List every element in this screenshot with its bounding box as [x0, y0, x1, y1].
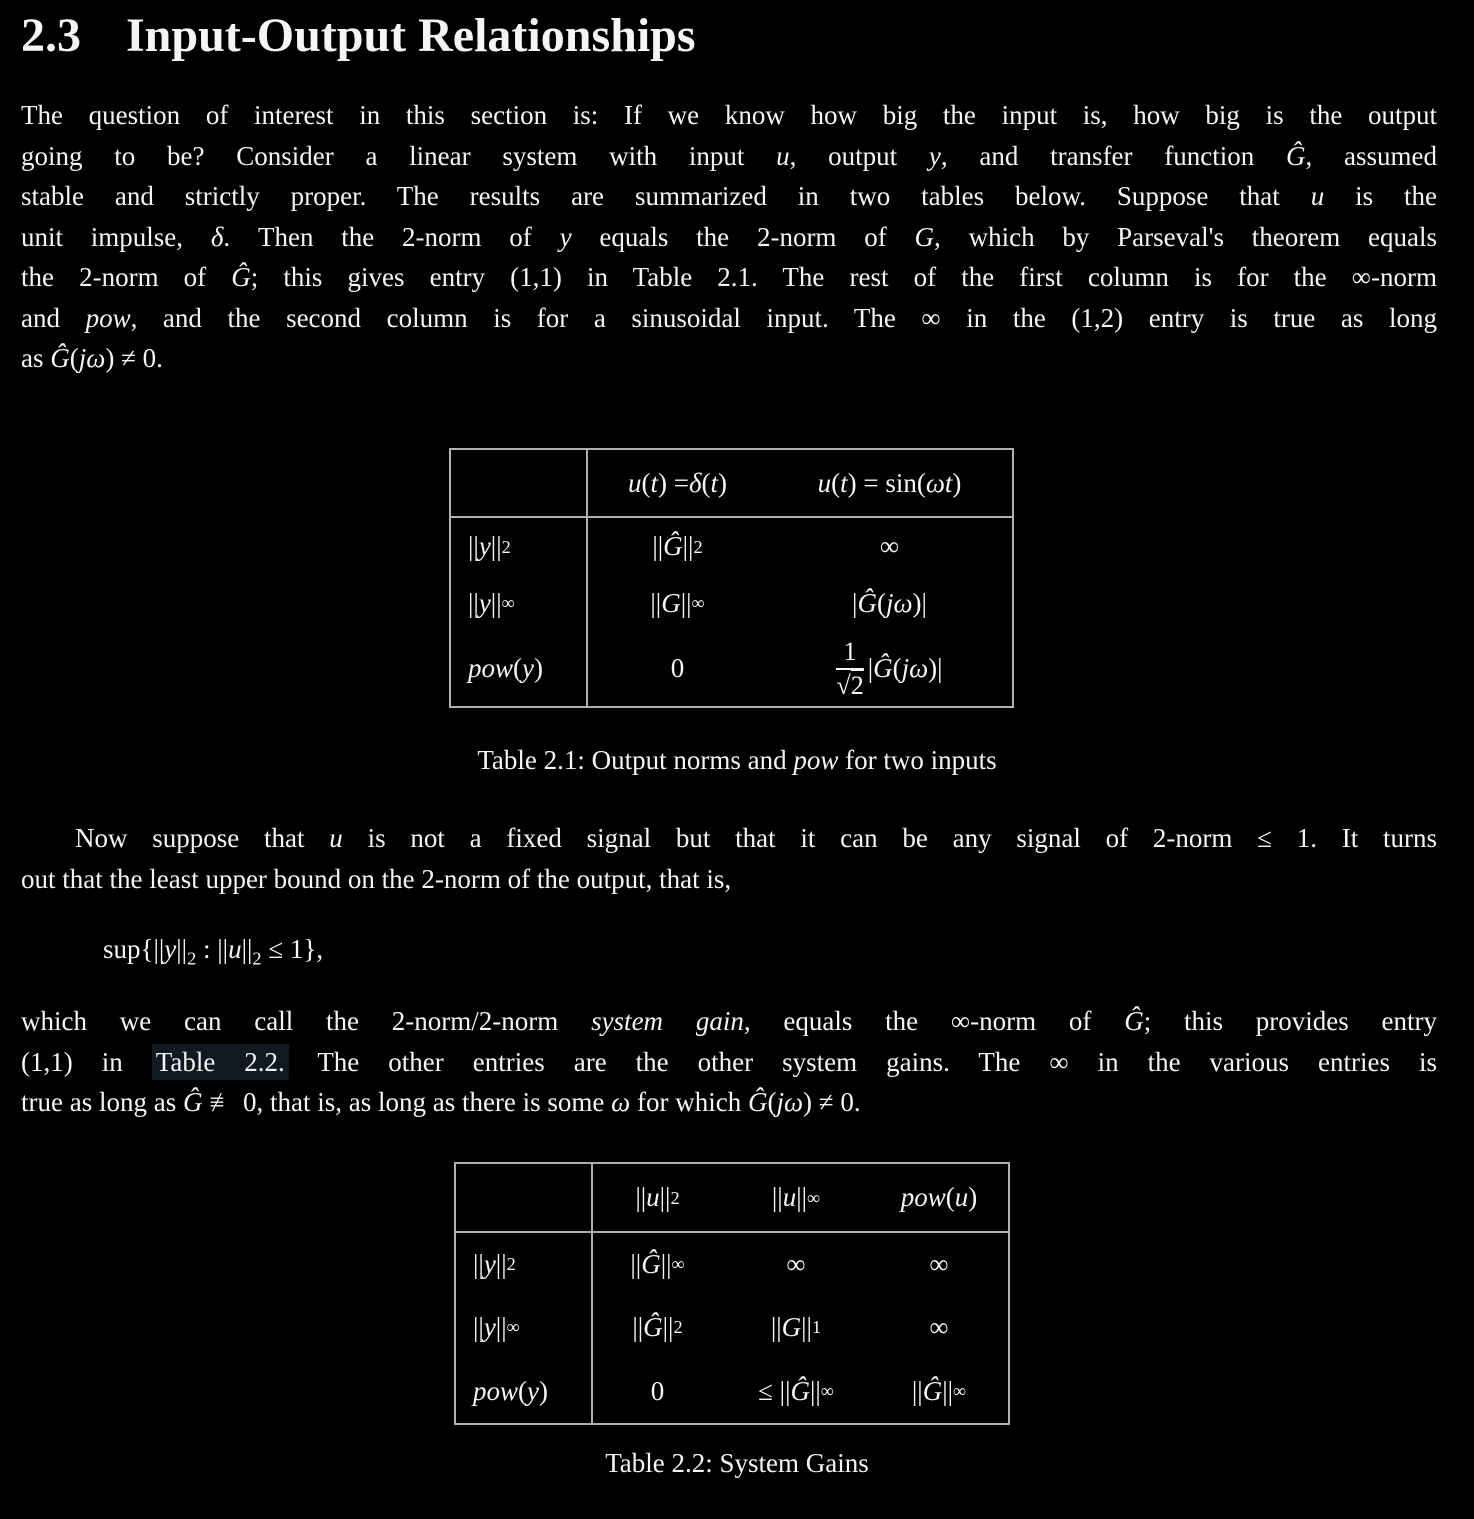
paragraph-2 [21, 818, 1437, 899]
table-2-2-row-label: pow ( y ) [456, 1359, 593, 1423]
table-2-1-cell: | Ĝ ( jω )| [852, 587, 927, 618]
fraction-denominator: √2 [836, 670, 864, 700]
table-2-2-header: pow ( u ) [900, 1182, 978, 1213]
paragraph-line: the 2-norm of Ĝ; this gives entry (1,1) in Table 2.1. The rest of the first column is for the ∞-norm [21, 262, 1437, 292]
table-2-2-cell: || Ĝ || 2 [632, 1311, 683, 1342]
text-before-reference: (1,1) in [21, 1046, 152, 1077]
paragraph-line: going to be? Consider a linear system with input u, output y, and transfer function Ĝ, assumed [21, 140, 1437, 171]
table-2-2-cell: ≤ || Ĝ || ∞ [758, 1375, 834, 1406]
table-2-2-row-label: || y || 2 [456, 1233, 593, 1295]
paragraph-line [21, 1042, 1437, 1083]
section-title: Input-Output Relationships [126, 9, 696, 62]
table-2-1 [449, 448, 1014, 708]
table-2-1-cell [767, 631, 1012, 706]
section-heading [21, 10, 696, 63]
table-2-1-row-label: || y || 2 [451, 518, 588, 575]
text-after-reference: The other entries are the other system gains. The ∞ in the various entries is [288, 1046, 1438, 1077]
table-2-1-cell: 0 [670, 653, 685, 684]
table-2-2-cell: ∞ [929, 1311, 949, 1342]
table-2-1-row-label: pow ( y ) [451, 631, 588, 706]
fraction-rest: |Ĝ(jω)| [867, 653, 943, 684]
table-2-1-caption: Table 2.1: Output norms and pow for two inputs [477, 745, 997, 775]
table-2-2-reference-link[interactable]: Table 2.2. [152, 1044, 289, 1080]
table-2-2-cell: ∞ [929, 1248, 949, 1279]
table-2-1-header-impulse: u ( t ) = δ ( t ) [627, 467, 728, 498]
table-2-2-cell: ∞ [786, 1248, 806, 1279]
table-2-2 [454, 1162, 1010, 1425]
table-2-1-cell: || Ĝ || 2 [652, 531, 703, 562]
table-2-2-header: || u || 2 [635, 1182, 680, 1213]
table-2-2-caption: Table 2.2: System Gains [605, 1448, 869, 1478]
table-2-2-cell: || Ĝ || ∞ [630, 1248, 685, 1279]
paragraph-line: unit impulse, δ. Then the 2-norm of y equals the 2-norm of G, which by Parseval's theorem equals [21, 221, 1438, 252]
paragraph-3 [21, 1001, 1437, 1123]
table-2-1-cell: ∞ [879, 531, 900, 562]
table-2-1-cell: || G || ∞ [650, 587, 705, 618]
table-2-2-cell: || Ĝ || ∞ [911, 1375, 967, 1406]
paragraph-line: out that the least upper bound on the 2-norm of the output, that is, [21, 863, 732, 894]
table-2-1-header-sinusoid: u ( t ) = sin( ωt ) [817, 467, 962, 498]
table-2-2-cell: || G || 1 [770, 1311, 822, 1342]
paragraph-line: and pow, and the second column is for a sinusoidal input. The ∞ in the (1,2) entry is true as long [21, 302, 1438, 333]
table-2-2-row-label: || y || ∞ [456, 1295, 593, 1359]
table-2-1-row-label: || y || ∞ [451, 575, 588, 631]
paragraph-line: true as long as Ĝ ≢ 0, that is, as long as there is some ω for which Ĝ(jω) ≠ 0. [21, 1087, 861, 1117]
fraction [836, 638, 863, 699]
paragraph-line: stable and strictly proper. The results are summarized in two tables below. Suppose that u is the [21, 181, 1437, 211]
table-2-2-header: || u || ∞ [771, 1182, 821, 1213]
paragraph-line: The question of interest in this section is: If we know how big the input is, how big is the output [21, 100, 1437, 130]
paragraph-line: Now suppose that u is not a fixed signal but that it can be any signal of 2-norm ≤ 1. It turns [75, 823, 1438, 853]
paragraph-1 [21, 95, 1437, 379]
sup-equation: $sup\{||y||_2$ : $||u||_2 \le 1$}, [103, 934, 324, 969]
table-2-2-cell: 0 [650, 1375, 665, 1406]
fraction-bar [836, 668, 863, 670]
section-number: 2.3 [21, 9, 81, 62]
table-2-2-corner-cell [456, 1164, 593, 1231]
paragraph-line: which we can call the 2-norm/2-norm system gain, equals the ∞-norm of Ĝ; this provides entry [21, 1006, 1438, 1036]
table-2-1-corner-cell [451, 450, 588, 516]
paragraph-line: as Ĝ(jω) ≠ 0. [21, 343, 163, 373]
fraction-numerator: 1 [843, 637, 857, 667]
